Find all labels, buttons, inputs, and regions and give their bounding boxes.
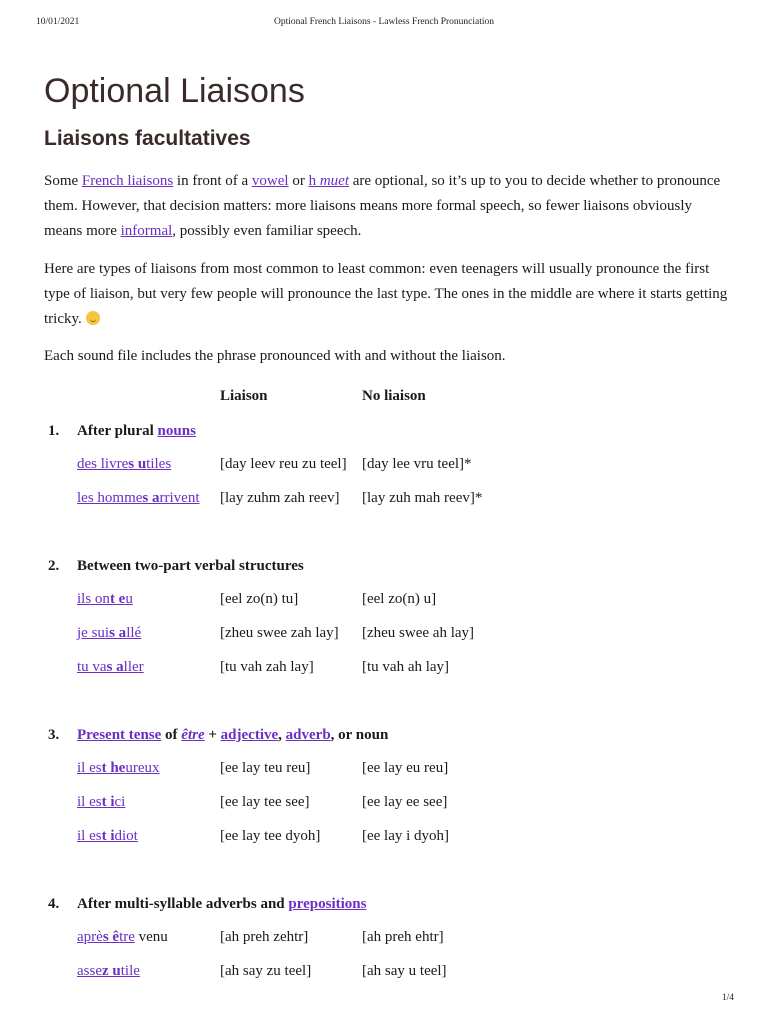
section-heading-1: 1. After plural nouns [48,423,196,439]
link-etre[interactable]: être [181,727,205,743]
page-subtitle: Liaisons facultatives [44,127,251,150]
table-row [77,828,757,848]
column-header-liaison: Liaison [220,388,268,404]
no-liaison-pronunciation: [zheu swee ah lay] [362,625,475,641]
table-row [77,490,757,510]
table-row [77,456,757,476]
table-row [77,625,757,645]
no-liaison-pronunciation: [ee lay eu reu] [362,760,449,776]
phrase-link[interactable]: il est heureux [77,760,160,776]
liaison-pronunciation: [eel zo(n) tu] [220,591,299,607]
table-row [77,591,757,611]
link-present-tense[interactable]: Present tense [77,727,162,743]
liaison-pronunciation: [ee lay tee dyoh] [220,828,321,844]
no-liaison-pronunciation: [ah say u teel] [362,963,447,979]
intro-paragraph: Some French liaisons in front of a vowel or h muet are optional, so it’s up to you to decide whether to pronounce them. However, that decision matters: more liaisons means more formal speech, so fewer liaisons obviously means more informal, possibly even familiar speech. [44,173,721,239]
link-nouns[interactable]: nouns [157,423,196,439]
phrase-link[interactable]: après être [77,929,135,945]
liaison-pronunciation: [ee lay teu reu] [220,760,311,776]
no-liaison-pronunciation: [ee lay i dyoh] [362,828,450,844]
no-liaison-pronunciation: [ah preh ehtr] [362,929,444,945]
liaison-pronunciation: [zheu swee zah lay] [220,625,339,641]
page-number: 1/4 [721,993,734,1003]
phrase-link[interactable]: les hommes arrivent [77,490,200,506]
print-page-title: Optional French Liaisons - Lawless French Pronunciation [273,17,495,27]
phrase-link[interactable]: tu vas aller [77,659,144,675]
liaison-pronunciation: [ah say zu teel] [220,963,312,979]
page-title: Optional Liaisons [44,72,305,110]
liaison-pronunciation: [ah preh zehtr] [220,929,309,945]
table-row [77,929,757,949]
liaison-pronunciation: [day leev reu zu teel] [220,456,347,472]
link-adverb[interactable]: adverb [285,727,331,743]
liaison-pronunciation: [ee lay tee see] [220,794,310,810]
phrase-link[interactable]: assez utile [77,963,140,979]
sound-file-note: Each sound file includes the phrase pronounced with and without the liaison. [44,348,506,364]
no-liaison-pronunciation: [tu vah ah lay] [362,659,450,675]
column-header-no-liaison: No liaison [362,388,426,404]
table-row [77,794,757,814]
link-vowel[interactable]: vowel [251,173,289,189]
link-prepositions[interactable]: prepositions [288,896,367,912]
table-row [77,963,757,983]
phrase-link[interactable]: ils ont eu [77,591,133,607]
link-adjective[interactable]: adjective [220,727,279,743]
link-french-liaisons[interactable]: French liaisons [81,173,174,189]
table-row [77,659,757,679]
no-liaison-pronunciation: [eel zo(n) u] [362,591,437,607]
phrase-suffix: venu [134,929,168,945]
phrase-link[interactable]: je suis allé [77,625,142,641]
phrase-link[interactable]: il est ici [77,794,126,810]
link-informal[interactable]: informal [120,223,173,239]
no-liaison-pronunciation: [day lee vru teel]* [362,456,472,472]
phrase-link[interactable]: des livres utiles [77,456,172,472]
print-date: 10/01/2021 [36,17,80,27]
link-h-muet[interactable]: h muet [308,173,349,189]
no-liaison-pronunciation: [ee lay ee see] [362,794,448,810]
section-heading-2: 2. Between two-part verbal structures [48,558,304,574]
types-paragraph: Here are types of liaisons from most common to least common: even teenagers will usually pronounce the first type of liaison, but very few people will pronounce the last type. The ones in the middle are where it starts getting tricky. [44,261,728,327]
table-row [77,760,757,780]
no-liaison-pronunciation: [lay zuh mah reev]* [362,490,483,506]
liaison-pronunciation: [lay zuhm zah reev] [220,490,340,506]
section-heading-3: 3. Present tense of être + adjective, adverb, or noun [48,727,389,743]
liaison-pronunciation: [tu vah zah lay] [220,659,314,675]
section-heading-4: 4. After multi-syllable adverbs and prepositions [48,896,367,912]
phrase-link[interactable]: il est idiot [77,828,138,844]
smirk-emoji-icon [86,311,100,325]
